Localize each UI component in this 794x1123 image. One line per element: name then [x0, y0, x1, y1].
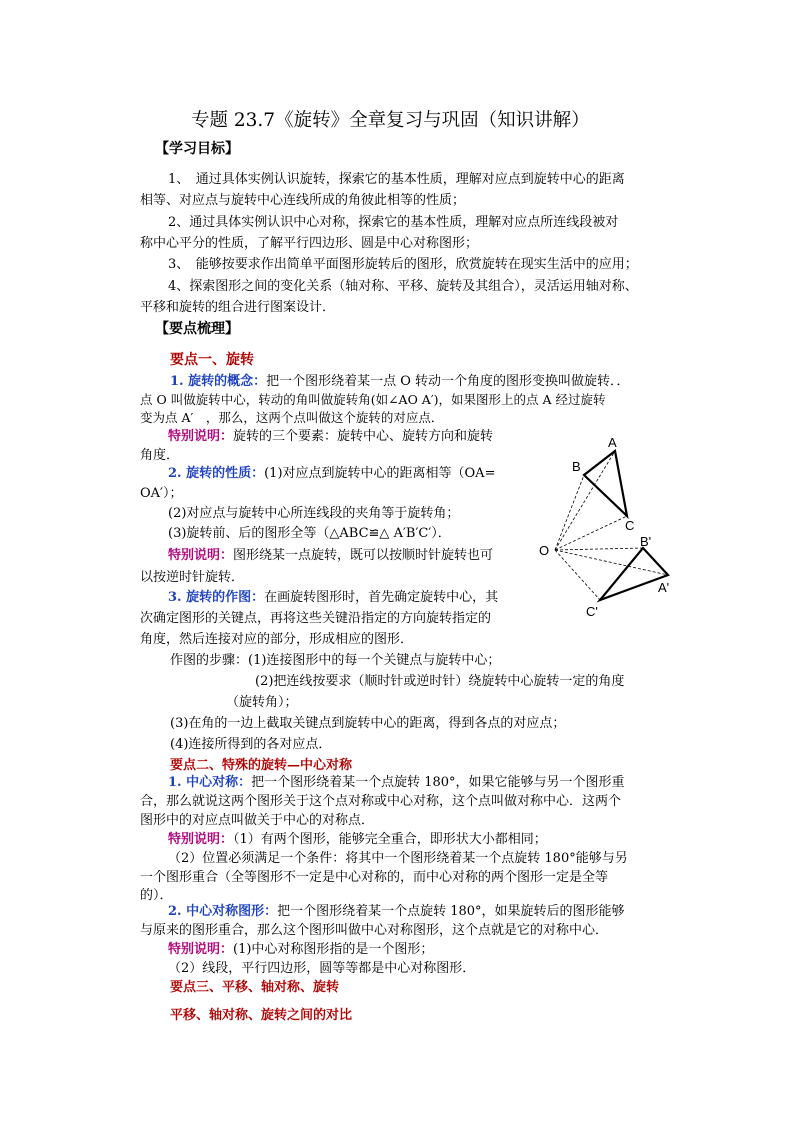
label-a: A: [608, 435, 617, 450]
draw-line: 3. 旋转的作图：在画旋转图形时，首先确定旋转中心，其: [168, 590, 499, 605]
concept-line: 变为点 A′ ，那么，这两个点叫做这个旋转的对应点．: [140, 410, 444, 425]
draw-label: 3. 旋转的作图：: [168, 590, 265, 605]
step-line: 作图的步骤：(1)连接图形中的每一个关键点与旋转中心；: [170, 653, 501, 668]
note3-line: 特别说明：（1）有两个图形，能够完全重合，即形状大小都相同；: [168, 832, 547, 847]
page-title: 专题 23.7《旋转》全章复习与巩固（知识讲解）: [191, 110, 590, 131]
prop-line: (3)旋转前、后的图形全等（△ABC≌△ A′B′C′）．: [168, 526, 451, 541]
concept-label: 1. 旋转的概念：: [170, 374, 267, 389]
note3-line: 的）．: [140, 888, 173, 903]
goal-line: 2、通过具体实例认识中心对称，探索它的基本性质，理解对应点所连线段被对: [168, 215, 619, 230]
prop-line: 2. 旋转的性质：(1)对应点到旋转中心的距离相等（OA=: [168, 466, 496, 481]
note4-line: 特别说明：(1)中心对称图形指的是一个图形；: [168, 942, 434, 957]
note-label: 特别说明：: [168, 832, 234, 847]
note-label: 特别说明：: [168, 429, 234, 444]
note1-line: 特别说明：旋转的三个要素：旋转中心、旋转方向和旋转: [168, 429, 494, 444]
csf-label: 2. 中心对称图形：: [168, 904, 278, 919]
step-line: （旋转角）；: [226, 695, 298, 710]
draw-line: 次确定图形的关键点，再将这些关键沿指定的方向旋转指定的: [140, 611, 492, 626]
rotation-figure: [530, 430, 680, 620]
label-c: C: [625, 518, 635, 533]
cs-line: 1. 中心对称：把一个图形绕着某一个点旋转 180°，如果它能够与另一个图形重: [168, 775, 625, 790]
label-o: O: [539, 543, 550, 558]
summary-header: 【要点梳理】: [155, 321, 239, 337]
label-c-prime: C': [586, 604, 598, 619]
prop-line: OA′）；: [140, 486, 183, 501]
note-label: 特别说明：: [168, 942, 234, 957]
note2-line: 特别说明：图形绕某一点旋转，既可以按顺时针旋转也可: [168, 548, 494, 563]
point3-header: 要点三、平移、轴对称、旋转: [170, 980, 340, 995]
triangle-abc: [584, 451, 627, 516]
note1-line: 角度．: [140, 448, 180, 463]
goals-header: 【学习目标】: [155, 141, 239, 157]
cs-line: 图形中的对应点叫做关于中心的对称点．: [140, 813, 375, 828]
csf-line: 2. 中心对称图形：把一个图形绕着某一个点旋转 180°，如果旋转后的图形能够: [168, 904, 625, 919]
note3-line: 一个图形重合（全等图形不一定是中心对称的，而中心对称的两个图形一定是全等: [140, 870, 609, 885]
prop-line: (2)对应点与旋转中心所连线段的夹角等于旋转角；: [168, 506, 460, 521]
goal-line: 4、探索图形之间的变化关系（轴对称、平移、旋转及其组合），灵活运用轴对称、: [168, 279, 638, 294]
goal-line: 3、 能够按要求作出简单平面图形旋转后的图形，欣赏旋转在现实生活中的应用；: [168, 257, 638, 272]
note-label: 特别说明：: [168, 548, 234, 563]
step-line: (2)把连线按要求（顺时针或逆时针）绕旋转中心旋转一定的角度: [255, 674, 625, 689]
csf-line: 与原来的图形重合，那么这个图形叫做中心对称图形，这个点就是它的对称中心．: [140, 923, 609, 938]
label-b: B: [572, 459, 581, 474]
point2-header: 要点二、特殊的旋转—中心对称: [170, 758, 353, 773]
goal-line: 平移和旋转的组合进行图案设计．: [140, 300, 336, 315]
step-line: (3)在角的一边上截取关键点到旋转中心的距离，得到各点的对应点；: [170, 716, 566, 731]
note2-line: 以按逆时针旋转．: [140, 570, 245, 585]
note4-line: （2）线段，平行四边形，圆等等都是中心对称图形．: [168, 961, 476, 976]
point3-subheader: 平移、轴对称、旋转之间的对比: [170, 1008, 353, 1023]
concept-line: 1. 旋转的概念：把一个图形绕着某一点 O 转动一个角度的图形变换叫做旋转．．: [170, 374, 630, 389]
cs-label: 1. 中心对称：: [168, 775, 252, 790]
goal-line: 1、 通过具体实例认识旋转，探索它的基本性质，理解对应点到旋转中心的距离: [168, 172, 625, 187]
label-b-prime: B': [640, 534, 652, 549]
label-a-prime: A': [658, 580, 670, 595]
goal-line: 相等、对应点与旋转中心连线所成的角彼此相等的性质；: [140, 193, 466, 208]
prop-label: 2. 旋转的性质：: [168, 466, 265, 481]
cs-line: 合，那么就说这两个图形关于这个点对称或中心对称，这个点叫做对称中心．这两个: [140, 794, 622, 809]
point1-header: 要点一、旋转: [170, 352, 254, 368]
step-line: (4)连接所得到的各对应点．: [170, 737, 332, 752]
concept-line: 点 O 叫做旋转中心，转动的角叫做旋转角(如∠AO A′)，如果图形上的点 A 经过旋转: [140, 392, 606, 407]
note3-line: （2）位置必须满足一个条件：将其中一个图形绕着某一个点旋转 180°能够与另: [168, 851, 628, 866]
goal-line: 称中心平分的性质，了解平行四边形、圆是中心对称图形；: [140, 236, 479, 251]
draw-line: 角度，然后连接对应的部分，形成相应的图形．: [140, 632, 414, 647]
